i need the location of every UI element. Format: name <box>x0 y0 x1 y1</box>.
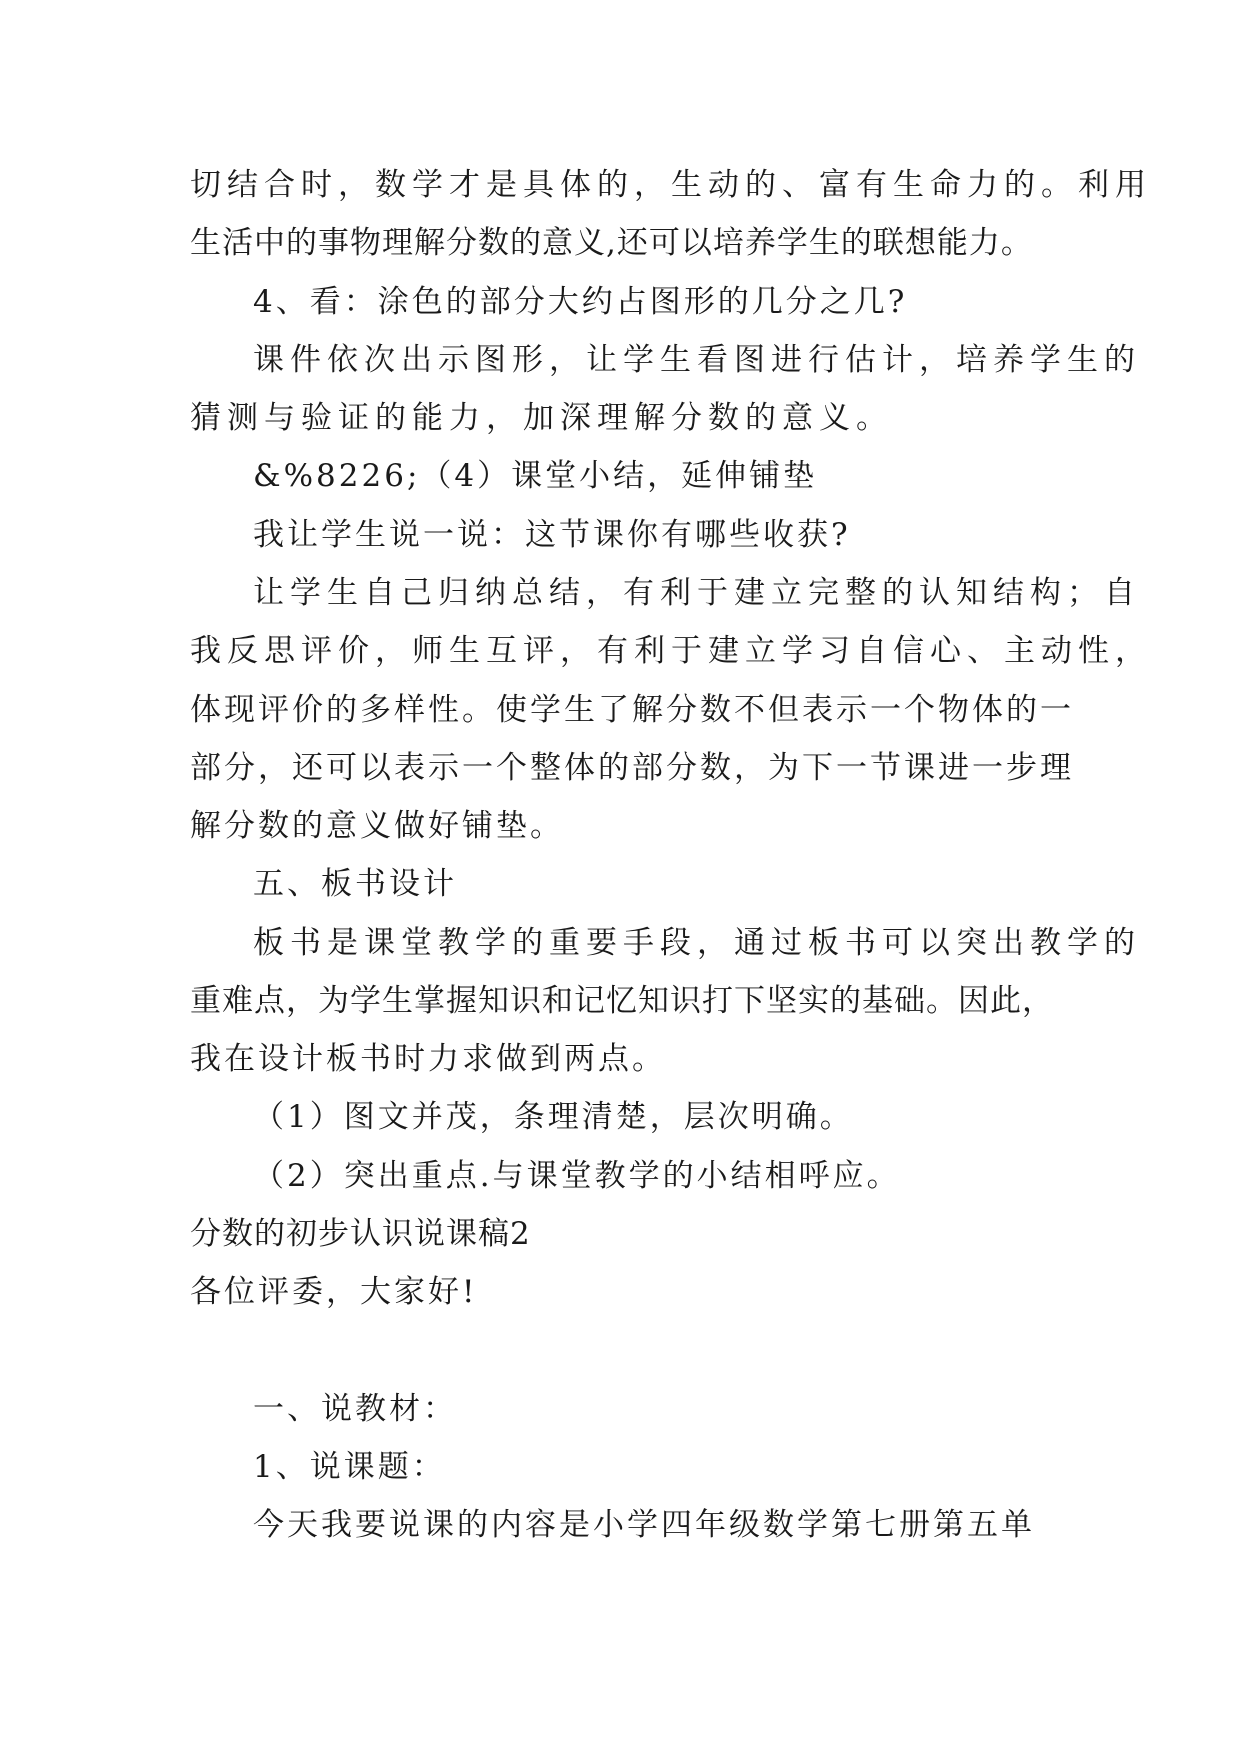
paragraph-line: 我反思评价，师生互评，有利于建立学习自信心、主动性， <box>190 633 1152 669</box>
paragraph-line: 课件依次出示图形，让学生看图进行估计，培养学生的 <box>253 342 1141 378</box>
paragraph-line: 我让学生说一说：这节课你有哪些收获? <box>253 517 851 553</box>
paragraph-line: 切结合时，数学才是具体的，生动的、富有生命力的。利用 <box>190 167 1152 203</box>
paragraph-line: 我在设计板书时力求做到两点。 <box>190 1041 666 1077</box>
paragraph-line: 部分，还可以表示一个整体的部分数，为下一节课进一步理 <box>190 750 1074 786</box>
paragraph-line: 解分数的意义做好铺垫。 <box>190 808 564 844</box>
paragraph-line: 4、看：涂色的部分大约占图形的几分之几? <box>253 284 908 320</box>
paragraph-line: 今天我要说课的内容是小学四年级数学第七册第五单 <box>253 1507 1035 1543</box>
section-heading: &%8226;（4）课堂小结，延伸铺垫 <box>253 458 818 494</box>
paragraph-line: 让学生自己归纳总结，有利于建立完整的认知结构；自 <box>253 575 1141 611</box>
paragraph-line: 板书是课堂教学的重要手段，通过板书可以突出教学的 <box>253 925 1141 961</box>
section-heading: 五、板书设计 <box>253 866 457 902</box>
subsection-heading: 1、说课题： <box>253 1449 446 1485</box>
greeting-line: 各位评委，大家好! <box>190 1274 478 1310</box>
paragraph-line: 重难点，为学生掌握知识和记忆知识打下坚实的基础。因此， <box>190 983 1054 1019</box>
paragraph-line: 猜测与验证的能力，加深理解分数的意义。 <box>190 400 893 436</box>
document-title: 分数的初步认识说课稿2 <box>190 1216 531 1252</box>
section-heading: 一、说教材： <box>253 1391 457 1427</box>
list-item: （2）突出重点.与课堂教学的小结相呼应。 <box>253 1158 901 1194</box>
paragraph-line: 生活中的事物理解分数的意义,还可以培养学生的联想能力。 <box>190 225 1033 261</box>
list-item: （1）图文并茂，条理清楚，层次明确。 <box>253 1099 854 1135</box>
paragraph-line: 体现评价的多样性。使学生了解分数不但表示一个物体的一 <box>190 692 1074 728</box>
